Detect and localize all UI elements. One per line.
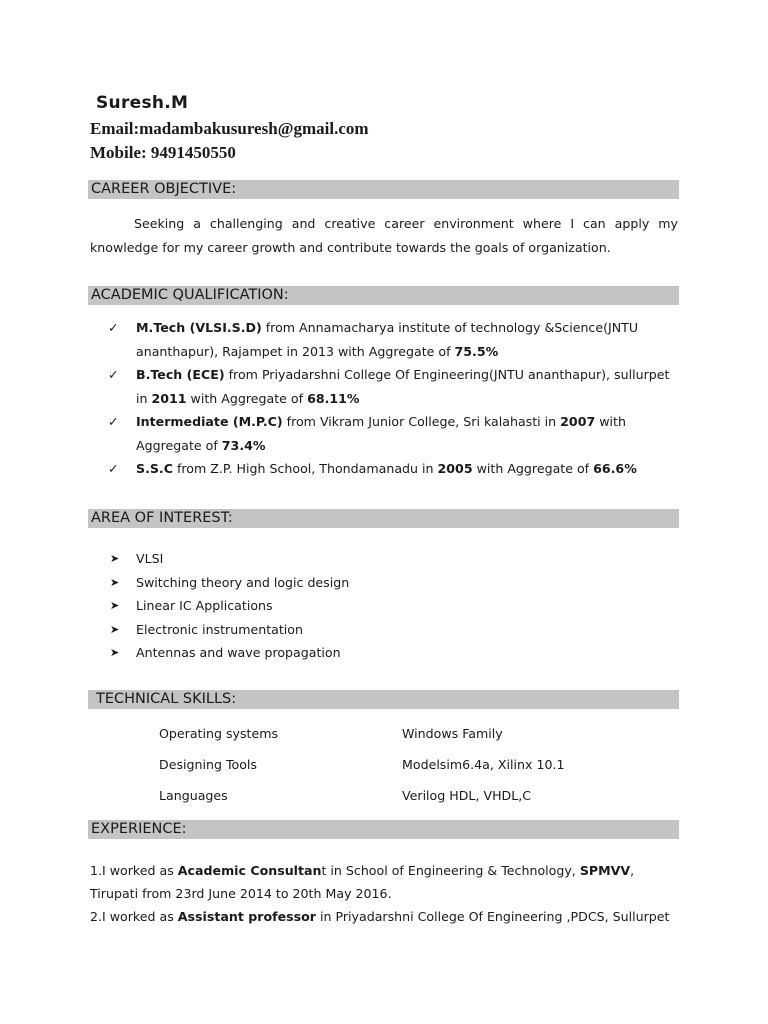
- interest-text: VLSI: [136, 551, 164, 566]
- list-item: [108, 594, 349, 618]
- objective-line-2: knowledge for my career growth and contribute towards the goals of organization.: [90, 240, 611, 255]
- interest-list: [108, 547, 349, 665]
- degree-text: from Z.P. High School, Thondamanadu in: [172, 461, 438, 476]
- degree-text: Aggregate of: [136, 437, 222, 453]
- degree-name: M.Tech (VLSI.S.D): [136, 320, 262, 335]
- degree-name: S.S.C: [136, 461, 173, 476]
- degree-name: Intermediate (M.P.C): [136, 414, 283, 429]
- degree-text: with: [595, 414, 626, 429]
- degree-name: B.Tech (ECE): [136, 367, 225, 382]
- list-item: [108, 618, 349, 642]
- skill-row: [159, 726, 503, 741]
- list-item: [108, 410, 683, 457]
- skill-label: Languages: [159, 788, 228, 803]
- experience-text: [90, 859, 634, 882]
- checkmark-icon: ✓: [108, 414, 119, 429]
- interest-text: Switching theory and logic design: [136, 574, 350, 590]
- skill-row: [159, 757, 565, 772]
- interest-text: Antennas and wave propagation: [136, 645, 341, 661]
- degree-text: from Annamacharya institute of technology &Science(JNTU: [261, 320, 639, 335]
- candidate-name: Suresh.M: [96, 93, 189, 113]
- degree-text: ananthapur), Rajampet in 2013 with Aggregate of: [136, 343, 455, 359]
- degree-score: 75.5%: [454, 343, 499, 359]
- experience-text: Tirupati from 23rd June 2014 to 20th May 2016.: [90, 886, 392, 901]
- degree-score: 73.4%: [221, 437, 266, 453]
- interest-text: Linear IC Applications: [136, 598, 273, 614]
- arrow-bullet-icon: ➤: [110, 599, 120, 613]
- skill-row: [159, 788, 532, 803]
- degree-text: from Priyadarshni College Of Engineering(JNTU ananthapur), sullurpet: [224, 367, 670, 382]
- list-item: [108, 547, 349, 571]
- checkmark-icon: ✓: [108, 461, 119, 476]
- arrow-bullet-icon: ➤: [110, 552, 120, 565]
- experience-text: t in School of Engineering & Technology,: [321, 863, 580, 878]
- experience-role: Academic Consultan: [177, 863, 322, 878]
- list-item: [108, 363, 683, 410]
- academic-list: [108, 316, 683, 481]
- objective-text: [90, 212, 678, 260]
- arrow-bullet-icon: ➤: [110, 622, 120, 636]
- degree-text: from Vikram Junior College, Sri kalahasti in: [282, 414, 561, 429]
- skill-value: Windows Family: [402, 726, 503, 741]
- experience-text: 1.I worked as: [90, 863, 178, 878]
- list-item: [108, 316, 683, 363]
- skill-label: Operating systems: [159, 726, 279, 741]
- mobile-line: Mobile: 9491450550: [90, 143, 236, 162]
- degree-text: with Aggregate of: [472, 461, 594, 476]
- degree-year: 2007: [560, 414, 596, 429]
- skill-value: Verilog HDL, VHDL,C: [402, 788, 532, 803]
- degree-text: with Aggregate of: [186, 390, 308, 406]
- experience-text: ,: [630, 863, 635, 878]
- arrow-bullet-icon: ➤: [110, 646, 120, 660]
- checkmark-icon: ✓: [108, 367, 119, 382]
- section-experience: EXPERIENCE:: [88, 820, 679, 839]
- skill-value: Modelsim6.4a, Xilinx 10.1: [402, 757, 565, 772]
- degree-score: 68.11%: [307, 390, 360, 406]
- experience-entry-1: [90, 859, 678, 905]
- list-item: [108, 641, 349, 665]
- section-academic: ACADEMIC QUALIFICATION:: [88, 286, 679, 305]
- degree-year: 2005: [437, 461, 473, 476]
- degree-text: in: [136, 390, 152, 406]
- experience-role: Assistant professor: [177, 909, 316, 924]
- list-item: [108, 457, 683, 481]
- email-line: Email:madambakusuresh@gmail.com: [90, 119, 369, 138]
- arrow-bullet-icon: ➤: [110, 575, 120, 589]
- interest-text: Electronic instrumentation: [136, 621, 303, 637]
- section-area-of-interest: AREA OF INTEREST:: [88, 509, 679, 528]
- section-technical-skills: TECHNICAL SKILLS:: [88, 690, 679, 709]
- degree-year: 2011: [151, 390, 187, 406]
- checkmark-icon: ✓: [108, 320, 119, 335]
- experience-text: 2.I worked as: [90, 909, 178, 924]
- experience-entry-2: [90, 905, 678, 928]
- section-career-objective: CAREER OBJECTIVE:: [88, 180, 679, 199]
- list-item: [108, 571, 349, 595]
- experience-text: in Priyadarshni College Of Engineering ,PDCS, Sullurpet: [316, 909, 670, 924]
- objective-line-1: Seeking a challenging and creative career environment where I can apply my: [134, 216, 678, 231]
- skill-label: Designing Tools: [159, 757, 257, 772]
- degree-score: 66.6%: [593, 461, 637, 476]
- experience-org: SPMVV: [579, 863, 631, 878]
